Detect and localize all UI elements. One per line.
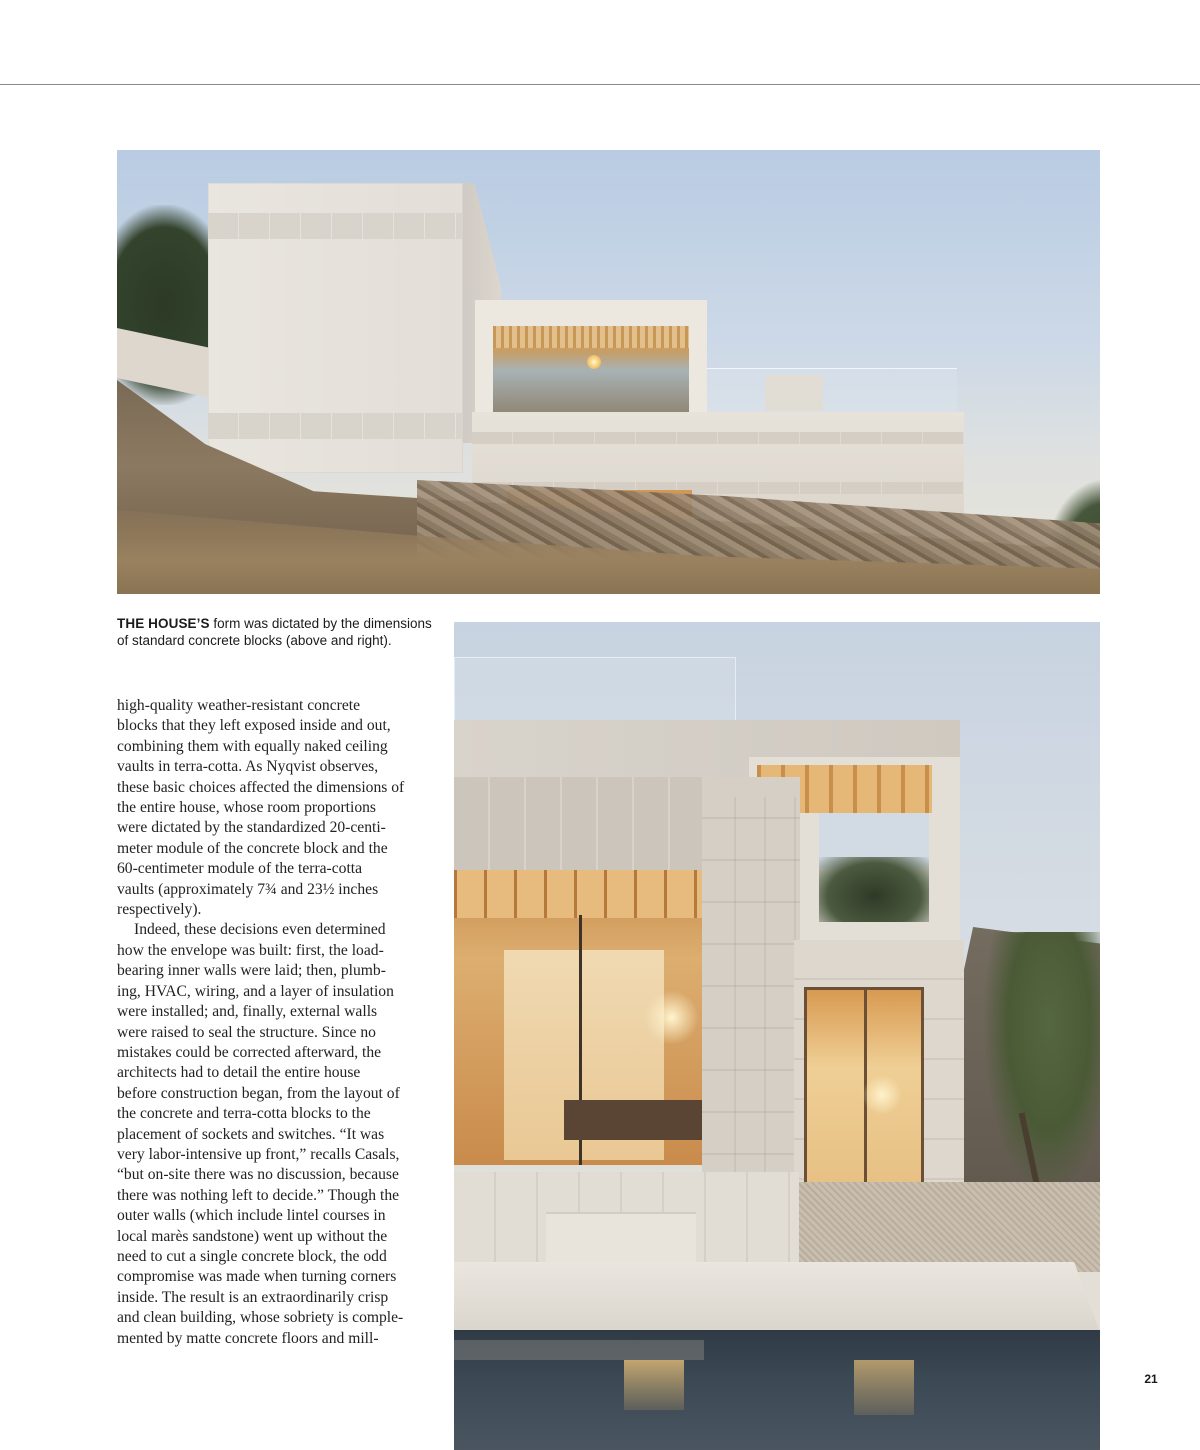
article-line: and clean building, whose sobriety is comple- — [117, 1309, 404, 1327]
gravel-garden — [794, 1182, 1100, 1272]
bedroom-window — [454, 870, 704, 1165]
article-line: before construction began, from the layout of — [117, 1084, 400, 1102]
header-rule — [0, 84, 1200, 85]
article-line: “but on-site there was no discussion, because — [117, 1166, 399, 1184]
article-line: architects had to detail the entire house — [117, 1064, 361, 1082]
article-line: meter module of the concrete block and the — [117, 839, 388, 857]
article-line: the entire house, whose room proportions — [117, 799, 376, 817]
article-line: high-quality weather-resistant concrete — [117, 697, 361, 714]
article-line: respectively). — [117, 901, 202, 919]
swimming-pool — [454, 1330, 1100, 1450]
outdoor-kitchen — [765, 375, 823, 411]
page-number: 21 — [1144, 1372, 1158, 1386]
article-line: outer walls (which include lintel courses in — [117, 1207, 386, 1225]
article-line: very labor-intensive up front,” recalls Casals, — [117, 1145, 400, 1163]
pendant-lamp — [587, 355, 601, 369]
house-exterior-photo — [117, 150, 1100, 594]
article-line: were raised to seal the structure. Since no — [117, 1023, 376, 1041]
article-line: vaults (approximately 7¾ and 23½ inches — [117, 880, 379, 898]
article-line: Indeed, these decisions even determined — [134, 921, 386, 939]
article-line: compromise was made when turning corners — [117, 1268, 397, 1286]
wall-light — [644, 990, 699, 1045]
article-line: the concrete and terra-cotta blocks to the — [117, 1105, 371, 1123]
photo-caption — [117, 616, 437, 649]
article-line: blocks that they left exposed inside and out, — [117, 717, 391, 735]
article-line: mented by matte concrete floors and mill- — [117, 1329, 379, 1347]
article-line: bearing inner walls were laid; then, plumb- — [117, 962, 386, 980]
block-course — [472, 432, 964, 444]
bed — [564, 1100, 704, 1140]
article-line: there was nothing left to decide.” Though the — [117, 1186, 400, 1204]
article-line: local marès sandstone) went up without the — [117, 1227, 388, 1245]
floor-lamp — [862, 1075, 902, 1115]
caption-text: form was dictated by the dimensions of standard concrete blocks (above and right). — [117, 616, 432, 648]
caption-lead: THE HOUSE’S — [117, 616, 210, 631]
glazed-door — [804, 987, 924, 1187]
block-course — [208, 213, 463, 239]
pier-joints — [706, 797, 796, 1197]
glass-balustrade — [707, 368, 957, 414]
block-wall — [454, 777, 704, 872]
pool-deck — [454, 1262, 1100, 1332]
article-body — [117, 696, 425, 1349]
article-line: need to cut a single concrete block, the odd — [117, 1247, 387, 1265]
terra-cotta-vault — [493, 326, 689, 348]
article-line: combining them with equally naked ceiling — [117, 737, 388, 755]
article-line: mistakes could be corrected afterward, the — [117, 1043, 382, 1061]
pool-reflection — [454, 1340, 704, 1360]
tree-view — [819, 857, 929, 922]
terra-cotta-vault — [454, 870, 704, 918]
article-line: were dictated by the standardized 20-centi- — [117, 819, 386, 837]
block-course — [208, 413, 463, 439]
concrete-volume — [208, 183, 463, 473]
house-pool-photo — [454, 622, 1100, 1450]
article-line: how the envelope was built: first, the load- — [117, 941, 384, 959]
article-line: 60-centimeter module of the terra-cotta — [117, 860, 363, 878]
article-line: vaults in terra-cotta. As Nyqvist observes, — [117, 758, 379, 776]
entrance-step — [546, 1212, 696, 1269]
olive-tree — [984, 932, 1100, 1192]
article-line: inside. The result is an extraordinarily crisp — [117, 1288, 389, 1306]
pool-reflection — [624, 1360, 684, 1410]
article-line: these basic choices affected the dimensions of — [117, 778, 405, 796]
pool-reflection — [854, 1360, 914, 1415]
article-line: were installed; and, finally, external walls — [117, 1003, 378, 1021]
article-line: placement of sockets and switches. “It was — [117, 1125, 385, 1143]
article-line: ing, HVAC, wiring, and a layer of insulation — [117, 982, 394, 1000]
